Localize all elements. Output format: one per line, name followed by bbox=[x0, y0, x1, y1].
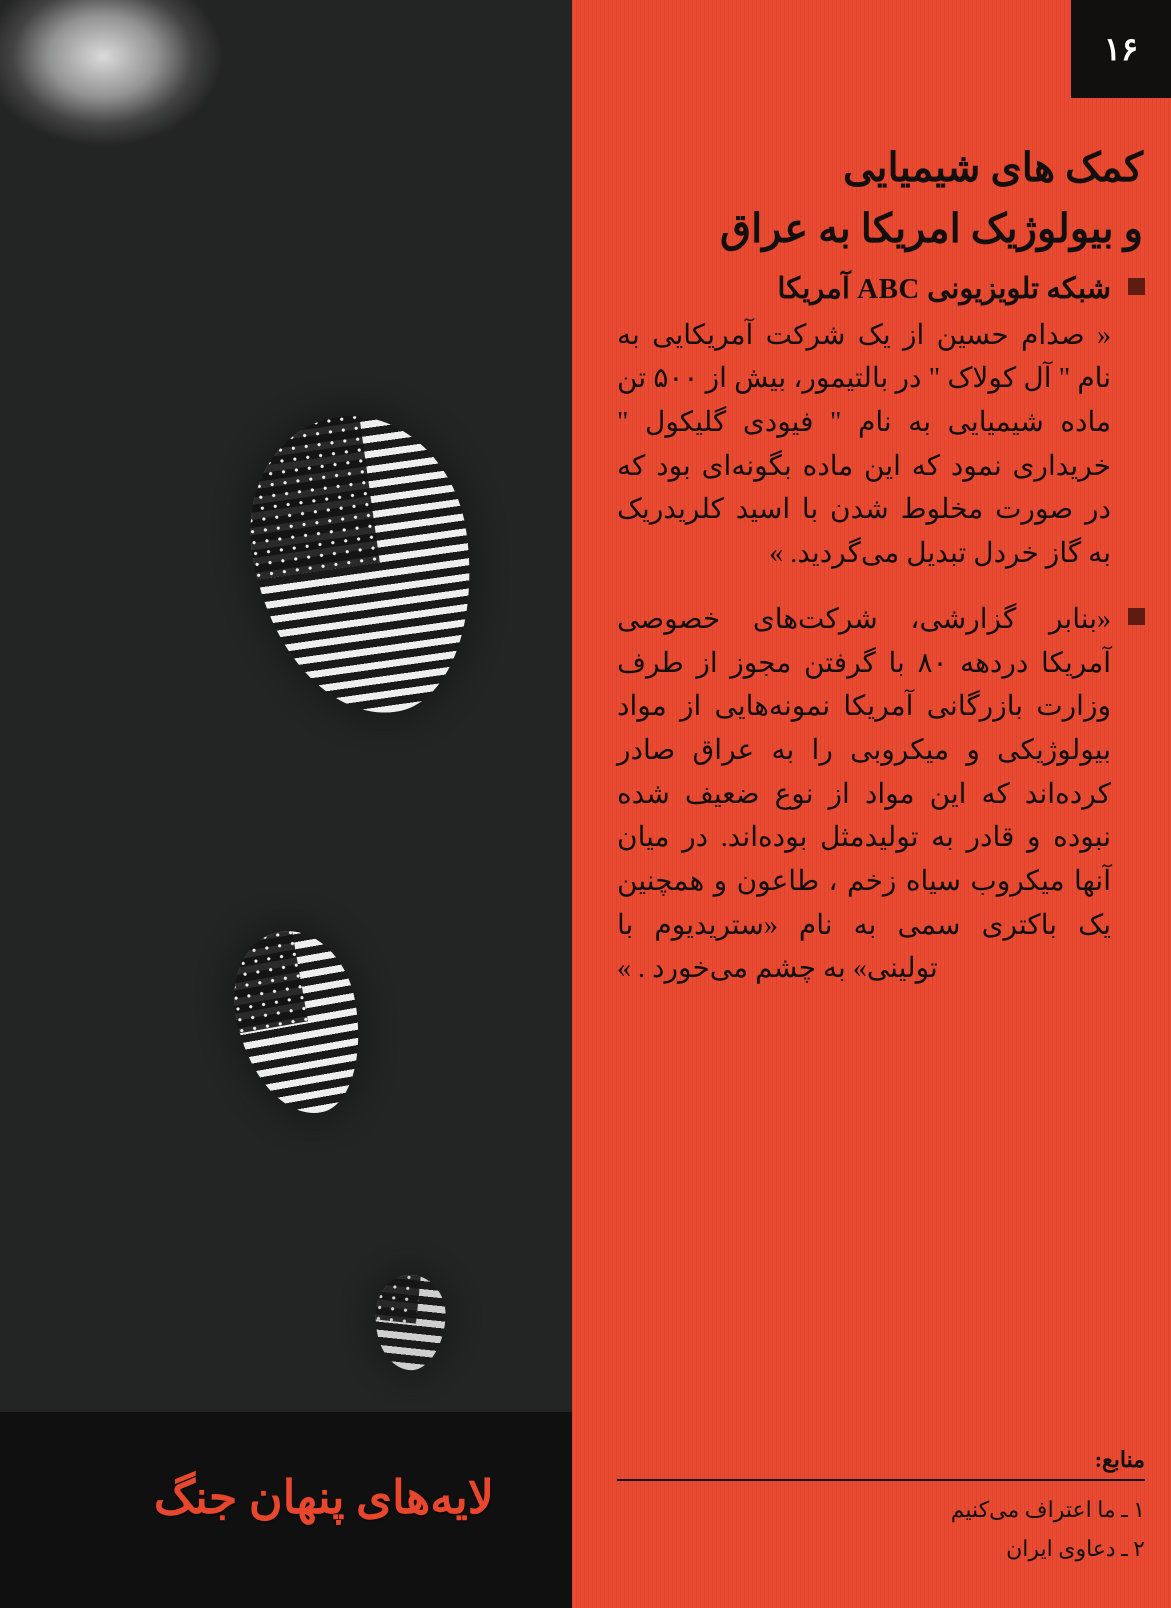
source-item-2: ۲ ـ دعاوی ایران bbox=[1006, 1535, 1145, 1561]
bullet-1-lead-latin: ABC bbox=[857, 273, 920, 305]
bullet-1-lead-after: آمریکا bbox=[777, 273, 858, 305]
flag-canton-stars bbox=[235, 414, 379, 580]
bullet-1-lead-before: شبکه تلویزیونی bbox=[919, 273, 1111, 305]
page-title-line-2: و بیولوژیک امریکا به عراق bbox=[720, 205, 1143, 251]
bullet-1-text: « صدام حسین از یک شرکت آمریکایی به نام " آل کولاک " در بالتیمور، بیش از ۵۰۰ تن ماده شیمیایی به نام " فیودی گلیکول " خریداری نمود که این ماده بگونه‌ای بود که در صورت مخلوط شدن با اسید کلریدریک به گاز خردل تبدیل می‌گردید. » bbox=[617, 319, 1111, 569]
source-item-1: ۱ ـ ما اعتراف می‌کنیم bbox=[950, 1497, 1145, 1522]
bullet-item-1 bbox=[617, 268, 1145, 576]
page-title bbox=[623, 138, 1143, 260]
flag-canton-stars bbox=[375, 1272, 420, 1323]
sources-divider bbox=[617, 1479, 1145, 1481]
page-title-line-1: کمک های شیمیایی bbox=[843, 145, 1143, 190]
sources-section bbox=[617, 1447, 1145, 1568]
bullet-square-icon bbox=[1128, 278, 1145, 295]
bullet-1-lead bbox=[617, 268, 1111, 312]
bullet-square-icon bbox=[1128, 608, 1145, 625]
page-number: ۱۶ bbox=[1071, 0, 1171, 98]
bullet-2-text: «بنابر گزارشی، شرکت‌های خصوصی آمریکا دردهه ۸۰ با گرفتن مجوز از طرف وزارت بازرگانی آمریکا نمونه‌هایی از مواد بیولوژیکی و میکروبی را به عراق صادر کرده‌اند که این مواد از نوع ضعیف شده نبوده و قادر به تولیدمثل بوده‌اند. در میان آنها میکروب سیاه زخم ، طاعون و همچنین یک باکتری سمی به نام «ستریدیوم با تولینی» به چشم می‌خورد . » bbox=[617, 604, 1112, 985]
content-panel bbox=[572, 0, 1171, 1608]
photo-panel bbox=[0, 0, 572, 1608]
sources-title: منابع: bbox=[1094, 1447, 1145, 1472]
book-title: لایه‌های پنهان جنگ bbox=[153, 1472, 494, 1523]
flag-droplet-small-icon bbox=[370, 1272, 450, 1374]
bullet-item-2 bbox=[617, 598, 1145, 991]
flag-droplet-large-icon bbox=[235, 401, 490, 728]
